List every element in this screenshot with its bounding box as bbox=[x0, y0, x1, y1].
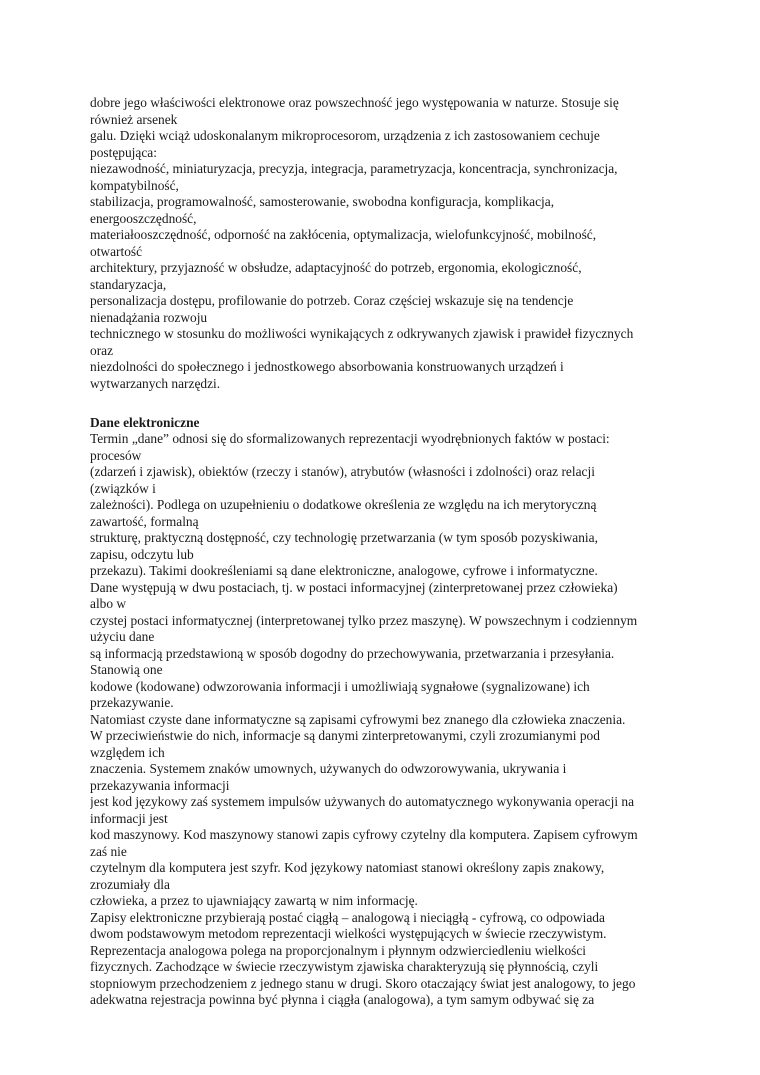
text-line: postępująca: bbox=[90, 144, 157, 160]
text-line: strukturę, praktyczną dostępność, czy technologię przetwarzania (w tym sposób pozyskiwania, bbox=[90, 530, 598, 545]
text-line: (zdarzeń i zjawisk), obiektów (rzeczy i stanów), atrybutów (własności i zdolności) oraz relacji bbox=[90, 464, 595, 479]
text-line: względem ich bbox=[90, 744, 165, 760]
text-line: znaczenia. Systemem znaków umownych, używanych do odwzorowywania, ukrywania i bbox=[90, 761, 567, 776]
text-line: kod maszynowy. Kod maszynowy stanowi zapis cyfrowy czytelny dla komputera. Zapisem cyfrowym bbox=[90, 827, 638, 842]
text-line: Natomiast czyste dane informatyczne są zapisami cyfrowymi bez znanego dla człowieka znaczenia. bbox=[90, 711, 626, 727]
text-line: zależności). Podlega on uzupełnieniu o dodatkowe określenia ze względu na ich merytoryczną bbox=[90, 497, 597, 512]
text-line: również arsenek bbox=[90, 111, 178, 127]
text-line: dobre jego właściwości elektronowe oraz powszechność jego występowania w naturze. Stosuje się bbox=[90, 95, 619, 110]
text-line: kodowe (kodowane) odwzorowania informacji i umożliwiają sygnałowe (sygnalizowane) ich bbox=[90, 678, 590, 694]
text-line: galu. Dzięki wciąż udoskonalanym mikroprocesorom, urządzenia z ich zastosowaniem cechuje bbox=[90, 128, 600, 143]
text-line: informacji jest bbox=[90, 810, 168, 826]
text-line: kompatybilność, bbox=[90, 177, 179, 193]
text-line: czytelnym dla komputera jest szyfr. Kod językowy natomiast stanowi określony zapis znakowy, bbox=[90, 860, 605, 875]
paragraph-dane-elektroniczne bbox=[90, 431, 680, 1009]
text-line: przekazywania informacji bbox=[90, 777, 230, 793]
section-spacer bbox=[90, 392, 680, 408]
text-line: przekazywanie. bbox=[90, 695, 174, 710]
text-line: fizycznych. Zachodzące w świecie rzeczywistym zjawiska charakteryzują się płynnością, czyli bbox=[90, 959, 599, 974]
text-line: Stanowią one bbox=[90, 662, 163, 677]
text-line: stopniowym przechodzeniem z jednego stanu w drugi. Skoro otaczający świat jest analogowy, to jego bbox=[90, 975, 636, 991]
text-line: architektury, przyjazność w obsłudze, adaptacyjność do potrzeb, ergonomia, ekologiczność, bbox=[90, 260, 582, 275]
text-line: człowieka, a przez to ujawniający zawartą w nim informację. bbox=[90, 893, 418, 908]
text-line: materiałooszczędność, odporność na zakłócenia, optymalizacja, wielofunkcyjność, mobilność, bbox=[90, 227, 597, 242]
text-line: Zapisy elektroniczne przybierają postać ciągłą – analogową i nieciągłą - cyfrową, co odpowiada bbox=[90, 909, 605, 925]
text-line: zaś nie bbox=[90, 843, 127, 859]
text-line: procesów bbox=[90, 447, 142, 463]
text-line: personalizacja dostępu, profilowanie do potrzeb. Coraz częściej wskazuje się na tendencje bbox=[90, 293, 574, 308]
text-line: Dane występują w dwu postaciach, tj. w postaci informacyjnej (zinterpretowanej przez człowieka) bbox=[90, 579, 618, 595]
text-line: nienadążania rozwoju bbox=[90, 309, 208, 325]
text-line: otwartość bbox=[90, 243, 143, 259]
text-line: wytwarzanych narzędzi. bbox=[90, 375, 221, 391]
text-line: zapisu, odczytu lub bbox=[90, 546, 194, 562]
text-line: przekazu). Takimi dookreśleniami są dane elektroniczne, analogowe, cyfrowe i informatyczne. bbox=[90, 563, 598, 578]
text-line: czystej postaci informatycznej (interpretowanej tylko przez maszynę). W powszechnym i codziennym bbox=[90, 612, 638, 628]
section-heading: Dane elektroniczne bbox=[90, 415, 200, 430]
text-line: zawartość, formalną bbox=[90, 513, 199, 529]
text-line: adekwatna rejestracja powinna być płynna i ciągła (analogowa), a tym samym odbywać się za bbox=[90, 992, 595, 1007]
text-line: niezawodność, miniaturyzacja, precyzja, integracja, parametryzacja, koncentracja, synchronizacja, bbox=[90, 161, 618, 176]
text-line: dwom podstawowym metodom reprezentacji wielkości występujących w świecie rzeczywistym. bbox=[90, 926, 607, 941]
text-line: jest kod językowy zaś systemem impulsów używanych do automatycznego wykonywania operacji na bbox=[90, 794, 635, 809]
text-line: standaryzacja, bbox=[90, 276, 167, 292]
text-line: technicznego w stosunku do możliwości wynikających z odkrywanych zjawisk i prawideł fizycznych bbox=[90, 326, 634, 341]
text-line: energooszczędność, bbox=[90, 210, 197, 226]
text-line: Reprezentacja analogowa polega na proporcjonalnym i płynnym odzwierciedleniu wielkości bbox=[90, 942, 587, 958]
text-line: stabilizacja, programowalność, samosterowanie, swobodna konfiguracja, komplikacja, bbox=[90, 194, 555, 209]
text-line: użyciu dane bbox=[90, 629, 155, 644]
text-line: Termin „dane” odnosi się do sformalizowanych reprezentacji wyodrębnionych faktów w postaci: bbox=[90, 431, 610, 446]
text-line: (związków i bbox=[90, 480, 156, 496]
text-line: albo w bbox=[90, 596, 127, 611]
text-line: W przeciwieństwie do nich, informacje są danymi zinterpretowanymi, czyli zrozumianymi pod bbox=[90, 728, 600, 743]
text-line: są informacją przedstawioną w sposób dogodny do przechowywania, przetwarzania i przesyłania. bbox=[90, 645, 615, 661]
text-line: zrozumiały dla bbox=[90, 876, 170, 892]
text-line: oraz bbox=[90, 342, 114, 358]
text-line: niezdolności do społecznego i jednostkowego absorbowania konstruowanych urządzeń i bbox=[90, 359, 564, 374]
paragraph-intro bbox=[90, 95, 680, 392]
